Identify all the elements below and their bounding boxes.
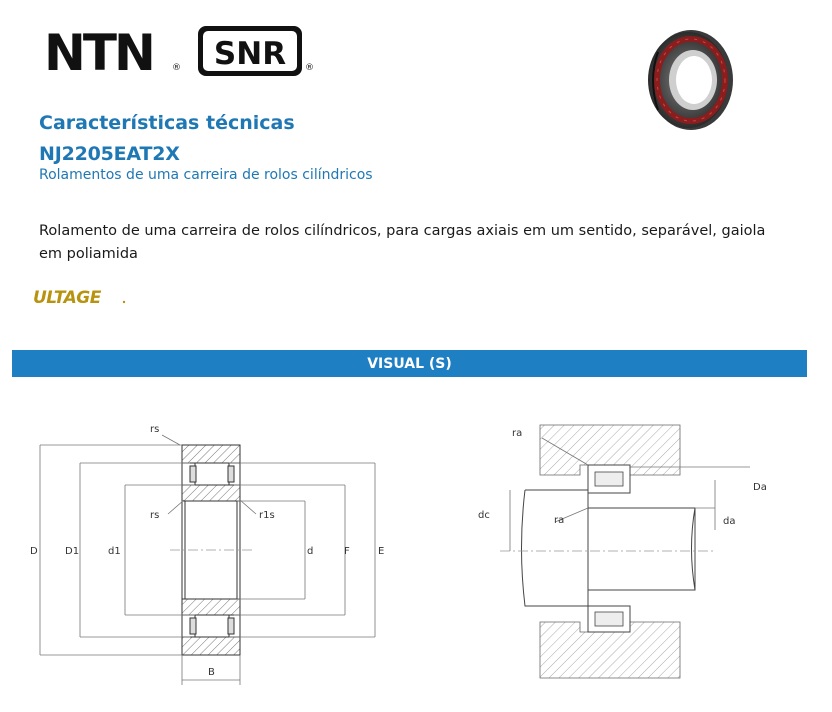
- ntn-logo-text: NTN: [44, 26, 153, 78]
- registered-mark: ®: [172, 63, 181, 73]
- product-reference: NJ2205EAT2X: [39, 143, 180, 165]
- ultage-logo: [33, 284, 133, 310]
- snr-logo: [198, 24, 318, 80]
- label-F: F: [344, 546, 350, 557]
- bearing-product-image: [636, 22, 736, 134]
- bearing-mounting-drawing: [470, 420, 790, 682]
- label-r1s: r1s: [259, 510, 275, 521]
- bearing-cross-section-drawing: [20, 410, 400, 695]
- label-Da: Da: [753, 482, 767, 493]
- registered-mark: ®: [305, 63, 314, 73]
- ultage-logo-text: ULTAGE: [33, 288, 101, 308]
- section-title: Características técnicas: [39, 112, 295, 134]
- label-D: D: [30, 546, 38, 557]
- ntn-logo: [44, 26, 184, 78]
- label-D1: D1: [65, 546, 80, 557]
- label-ra-top: ra: [512, 428, 523, 439]
- label-ra-mid: ra: [554, 515, 565, 526]
- label-E: E: [378, 546, 385, 557]
- visual-section-bar[interactable]: [12, 350, 807, 377]
- label-d: d: [307, 546, 314, 557]
- label-B: B: [208, 667, 215, 678]
- label-rs-mid: rs: [150, 510, 160, 521]
- visual-section-label: VISUAL (S): [367, 355, 452, 372]
- snr-logo-text: SNR: [213, 36, 287, 72]
- label-da: da: [723, 516, 736, 527]
- label-dc: dc: [478, 510, 490, 521]
- label-d1: d1: [108, 546, 121, 557]
- product-description: Rolamento de uma carreira de rolos cilíndricos, para cargas axiais em um sentido, separável, gaiola em poliamida: [39, 223, 766, 262]
- product-category: Rolamentos de uma carreira de rolos cilíndricos: [39, 167, 373, 183]
- label-rs-top: rs: [150, 424, 160, 435]
